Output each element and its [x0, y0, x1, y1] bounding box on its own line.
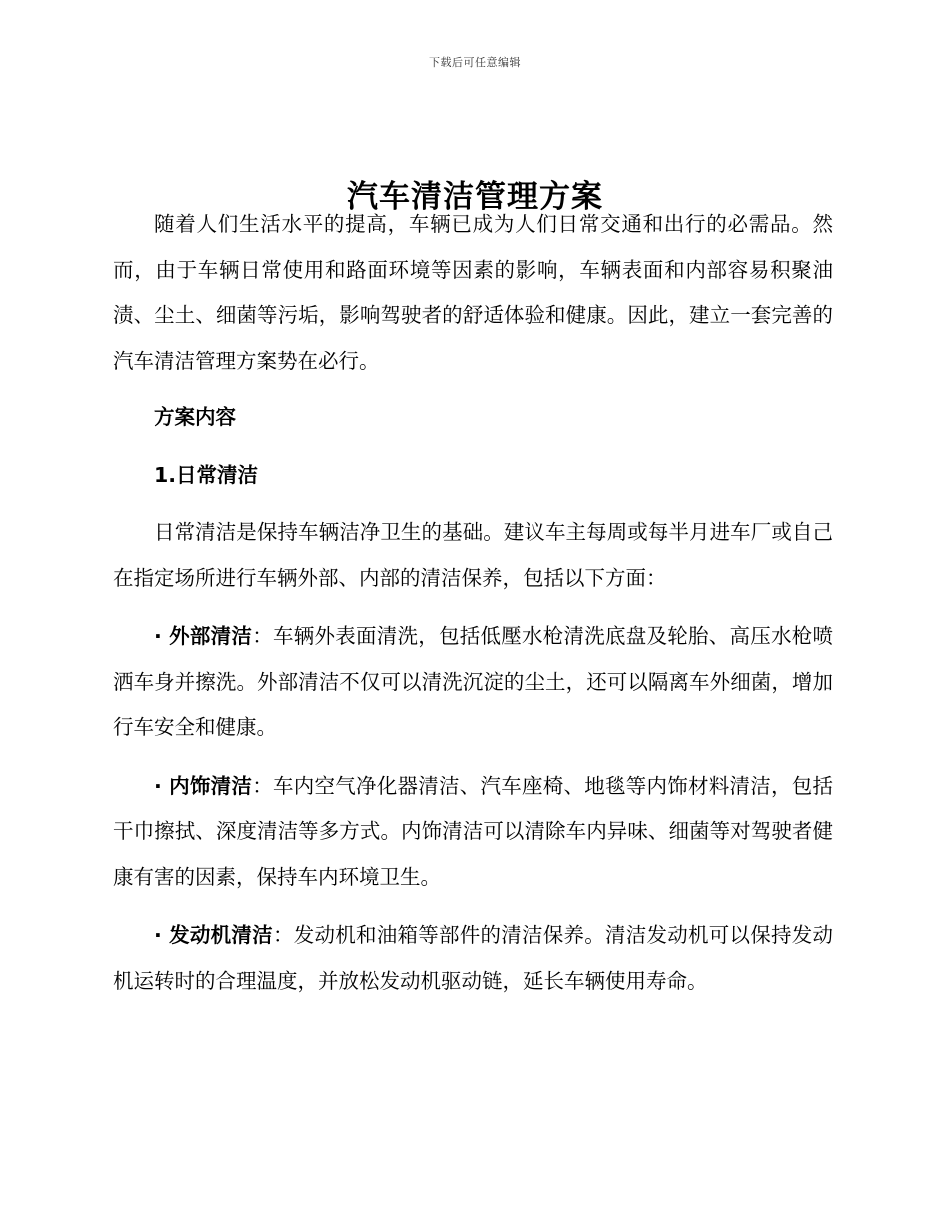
bullet-text: ：车内空气净化器清洁、汽车座椅、地毯等内饰材料清洁，包括干巾擦拭、深度清洁等多方式。内饰清洁可以清除车内异味、细菌等对驾驶者健康有害的因素，保持车内环境卫生。 [113, 773, 833, 889]
intro-paragraph: 随着人们生活水平的提高，车辆已成为人们日常交通和出行的必需品。然而，由于车辆日常使用和路面环境等因素的影响，车辆表面和内部容易积聚油渍、尘土、细菌等污垢，影响驾驶者的舒适体验和健康。因此，建立一套完善的汽车清洁管理方案势在必行。 [113, 212, 833, 373]
bullet-exterior-cleaning [113, 614, 833, 751]
header-note: 下载后可任意编辑 [429, 56, 521, 69]
bullet-interior-cleaning [113, 764, 833, 901]
document-title: 汽车清洁管理方案 [347, 178, 603, 215]
section-heading: 方案内容 [154, 405, 236, 429]
bullet-label: · 外部清洁 [154, 624, 253, 648]
bullet-label: · 发动机清洁 [154, 923, 273, 947]
subsection-heading: 1.日常清洁 [154, 462, 259, 487]
bullet-text: ：发动机和油箱等部件的清洁保养。清洁发动机可以保持发动机运转时的合理温度，并放松发动机驱动链，延长车辆使用寿命。 [113, 923, 833, 993]
bullet-text: ：车辆外表面清洗，包括低壓水枪清洗底盘及轮胎、高压水枪喷洒车身并擦洗。外部清洁不仅可以清洗沉淀的尘土，还可以隔离车外细菌，增加行车安全和健康。 [113, 624, 833, 739]
document-body [113, 202, 833, 1004]
subsection-intro-paragraph: 日常清洁是保持车辆洁净卫生的基础。建议车主每周或每半月进车厂或自己在指定场所进行车辆外部、内部的清洁保养，包括以下方面： [113, 520, 833, 590]
bullet-label: · 内饰清洁 [154, 773, 253, 798]
bullet-engine-cleaning [113, 913, 833, 1004]
